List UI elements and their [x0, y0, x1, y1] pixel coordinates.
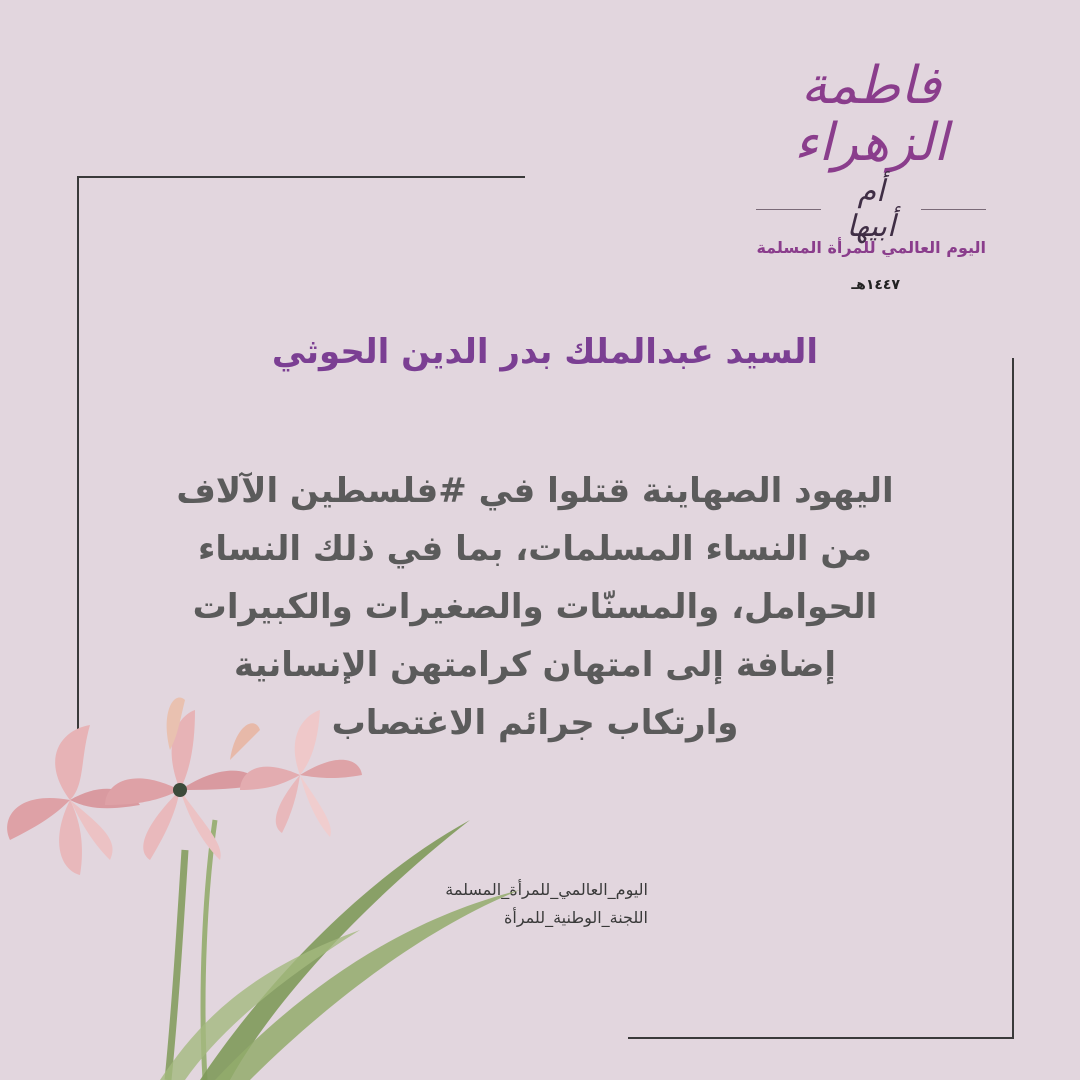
- hashtag: اللجنة_الوطنية_للمرأة: [504, 908, 648, 927]
- frame-line-left: [77, 176, 79, 736]
- frame-line-top: [77, 176, 525, 178]
- quote-line: اليهود الصهاينة قتلوا في #فلسطين الآلاف: [176, 471, 894, 511]
- occasion-title: اليوم العالمي للمرأة المسلمة: [756, 238, 986, 257]
- quote-line: الحوامل، والمسنّات والصغيرات والكبيرات: [192, 587, 878, 627]
- quote-line: من النساء المسلمات، بما في ذلك النساء: [198, 529, 872, 569]
- logo-title: فاطمة الزهراء: [794, 56, 948, 174]
- logo-subtitle-row: [756, 174, 986, 244]
- logo-divider: [921, 209, 986, 210]
- speaker-name: السيد عبدالملك بدر الدين الحوثي: [271, 332, 819, 372]
- lily-flower-illustration: [0, 690, 520, 1080]
- logo-divider: [756, 209, 821, 210]
- hijri-year: ١٤٤٧هـ: [851, 277, 900, 293]
- quote-line: وارتكاب جرائم الاغتصاب: [331, 703, 739, 743]
- frame-line-right: [1012, 358, 1014, 1038]
- logo: [756, 58, 986, 244]
- quote-line: إضافة إلى امتهان كرامتهن الإنسانية: [233, 645, 837, 685]
- frame-line-bottom: [628, 1037, 1014, 1039]
- logo-subtitle: أم أبيها: [846, 174, 896, 245]
- hashtag: اليوم_العالمي_للمرأة_المسلمة: [445, 880, 648, 899]
